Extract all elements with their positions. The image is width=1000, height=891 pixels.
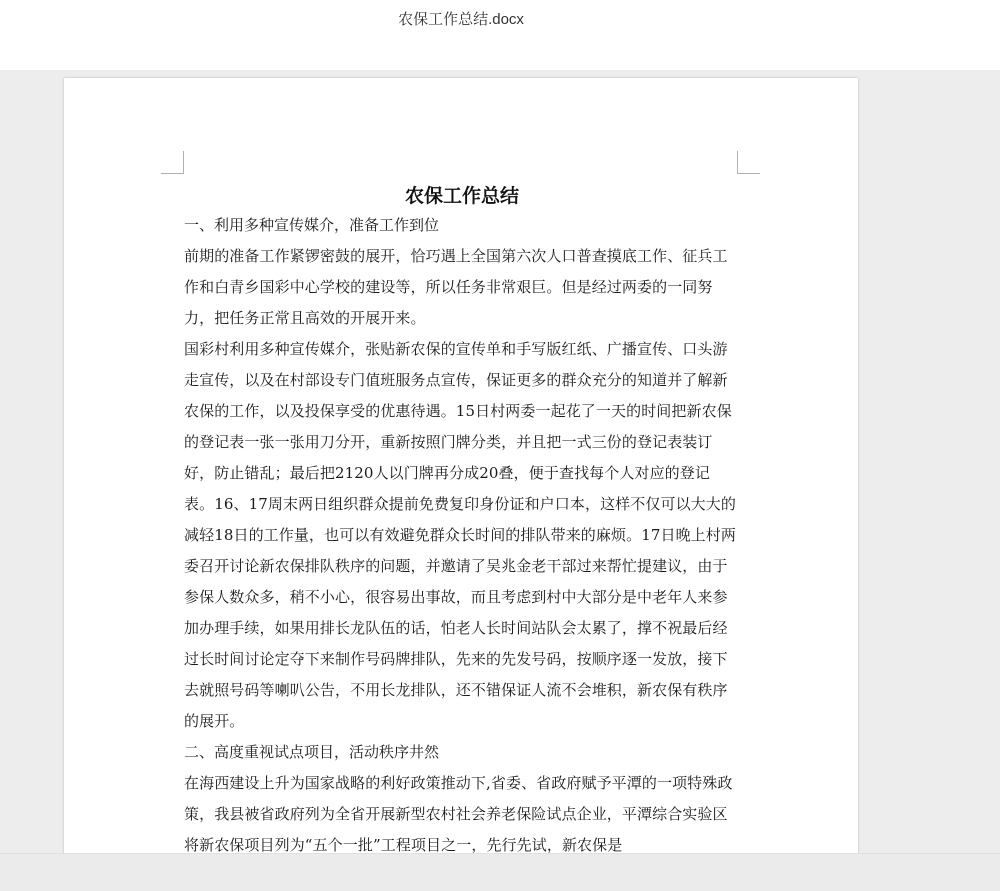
paragraph: 国彩村利用多种宣传媒介，张贴新农保的宣传单和手写版红纸、广播宣传、口头游走宣传，以及在村部设专门值班服务点宣传，保证更多的群众充分的知道并了解新农保的工作，以及投保享受的优惠待遇。15日村两委一起花了一天的时间把新农保的登记表一张一张用刀分开，重新按照门牌分类，并且把一式三份的登记表装订好，防止错乱；最后把2120人以门牌再分成20叠，便于查找每个人对应的登记表。16、17周末两日组织群众提前免费复印身份证和户口本，这样不仅可以大大的减轻18日的工作量，也可以有效避免群众长时间的排队带来的麻烦。17日晚上村两委召开讨论新农保排队秩序的问题，并邀请了吴兆金老干部过来帮忙提建议，由于参保人数众多，稍不小心，很容易出事故，而且考虑到村中大部分是中老年人来参加办理手续，如果用排长龙队伍的话，怕老人长时间站队会太累了，撑不祝最后经过长时间讨论定夺下来制作号码牌排队，先来的先发号码，按顺序逐一发放，接下去就照号码等喇叭公告，不用长龙排队，还不错保证人流不会堆积，新农保有秩序的展开。 — [184, 340, 736, 730]
document-filename: 农保工作总结.docx — [398, 11, 524, 28]
section-2-title: 二、高度重视试点项目，活动秩序井然 — [184, 743, 440, 761]
margin-corner-mark-left — [161, 151, 184, 174]
document-heading: 农保工作总结 — [404, 185, 519, 207]
document-page — [64, 78, 858, 853]
paragraph: 在海西建设上升为国家战略的利好政策推动下,省委、省政府赋予平潭的一项特殊政策，我县被省政府列为全省开展新型农村社会养老保险试点企业，平潭综合实验区将新农保项目列为“五个一批”工程项目之一，先行先试，新农保是 — [184, 774, 733, 853]
document-body — [184, 182, 740, 853]
paragraph: 前期的准备工作紧锣密鼓的展开，恰巧遇上全国第六次人口普查摸底工作、征兵工作和白青乡国彩中心学校的建设等，所以任务非常艰巨。但是经过两委的一同努力，把任务正常且高效的开展开来。 — [184, 247, 728, 327]
section-1-title: 一、利用多种宣传媒介，准备工作到位 — [184, 216, 440, 234]
bottom-bar — [0, 853, 1000, 891]
document-viewer[interactable] — [0, 70, 1000, 853]
title-bar — [0, 0, 1000, 70]
margin-corner-mark-right — [737, 151, 760, 174]
